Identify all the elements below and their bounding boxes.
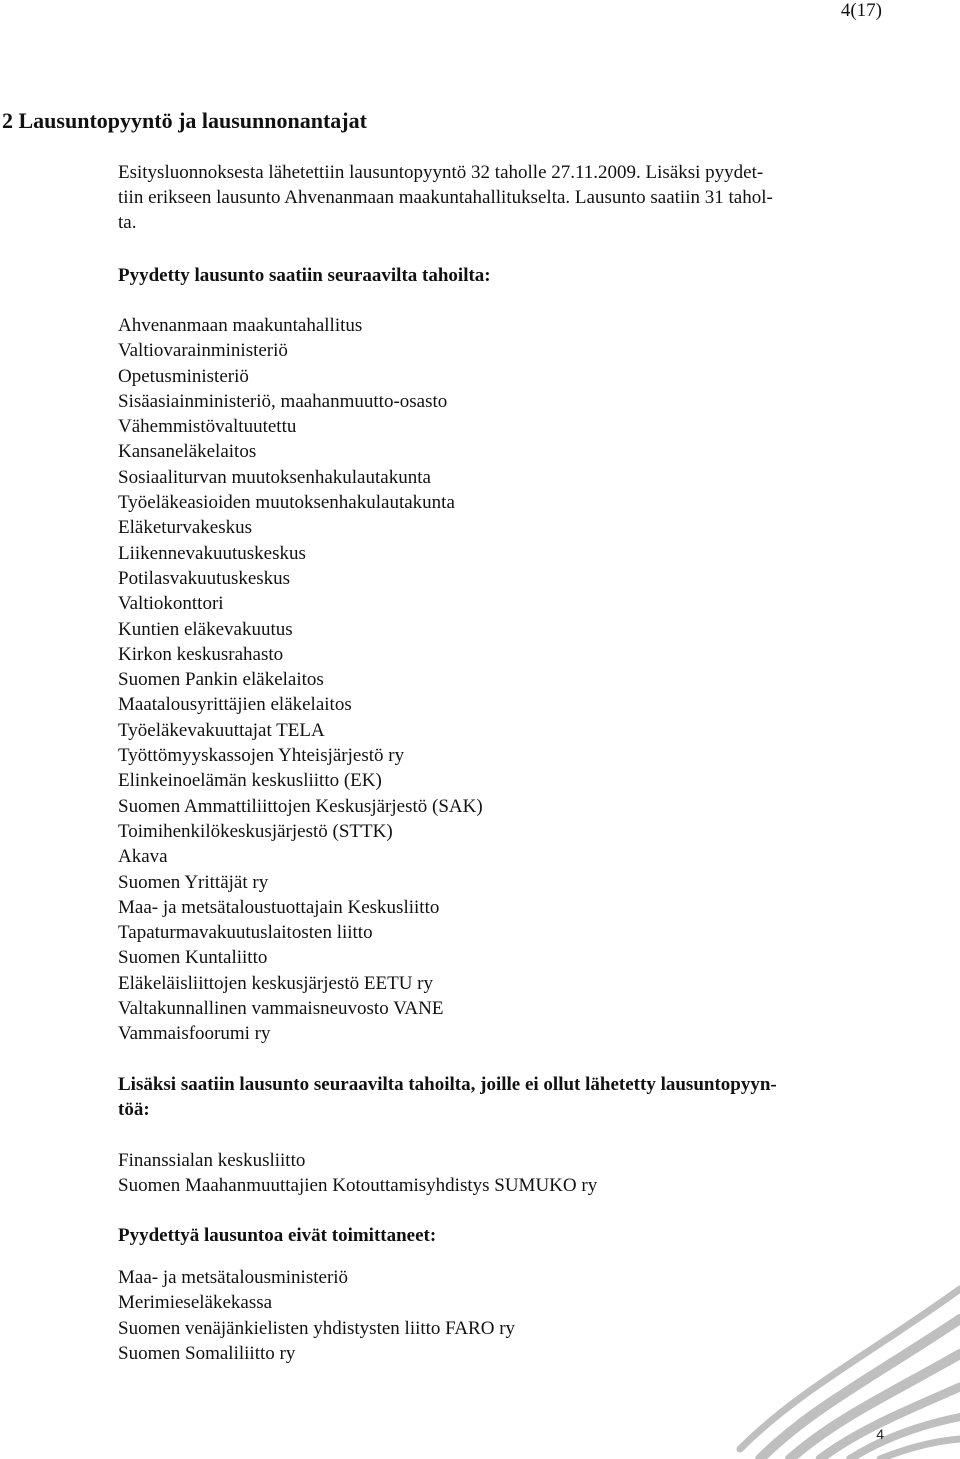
- intro-line: Esitysluonnoksesta lähetettiin lausuntopyyntö 32 taholle 27.11.2009. Lisäksi pyydet-: [118, 162, 764, 183]
- list-item: Suomen Somaliliitto ry: [118, 1342, 296, 1364]
- list-item: Suomen Yrittäjät ry: [118, 871, 269, 893]
- list-item: Suomen Kuntaliitto: [118, 947, 268, 969]
- not-submitted-list: [118, 1265, 515, 1366]
- list-item: Suomen venäjänkielisten yhdistysten liitto FARO ry: [118, 1317, 516, 1339]
- list-item: Kirkon keskusrahasto: [118, 643, 284, 665]
- footer-page-number: 4: [876, 1426, 884, 1442]
- list-item: Valtiovarainministeriö: [118, 340, 288, 362]
- list-item: Finanssialan keskusliitto: [118, 1150, 306, 1171]
- list-item: Opetusministeriö: [118, 365, 249, 387]
- list-item: Akava: [118, 846, 168, 868]
- list-item: Elinkeinoelämän keskusliitto (EK): [118, 770, 382, 792]
- requested-heading: Pyydetty lausunto saatiin seuraavilta tahoilta:: [118, 265, 491, 286]
- intro-line: tiin erikseen lausunto Ahvenanmaan maakuntahallitukselta. Lausunto saatiin 31 tahol-: [118, 187, 773, 208]
- list-item: Valtakunnallinen vammaisneuvosto VANE: [118, 998, 444, 1020]
- list-item: Suomen Pankin eläkelaitos: [118, 669, 324, 691]
- list-item: Ahvenanmaan maakuntahallitus: [118, 315, 363, 336]
- list-item: Tapaturmavakuutuslaitosten liitto: [118, 922, 373, 944]
- page-number: 4(17): [840, 0, 882, 21]
- list-item: Työttömyyskassojen Yhteisjärjestö ry: [118, 745, 405, 767]
- list-item: Eläkeläisliittojen keskusjärjestö EETU ry: [118, 972, 434, 994]
- list-item: Vähemmistövaltuutettu: [118, 416, 297, 438]
- list-item: Eläketurvakeskus: [118, 517, 253, 539]
- list-item: Liikennevakuutuskeskus: [118, 542, 306, 564]
- list-item: Kuntien eläkevakuutus: [118, 618, 293, 640]
- list-item: Valtiokonttori: [118, 593, 224, 615]
- additional-list: [118, 1148, 597, 1199]
- list-item: Potilasvakuutuskeskus: [118, 567, 291, 589]
- list-item: Kansaneläkelaitos: [118, 441, 257, 463]
- not-submitted-heading: Pyydettyä lausuntoa eivät toimittaneet:: [118, 1225, 437, 1246]
- wave-lines-icon: [720, 1259, 960, 1459]
- list-item: Suomen Maahanmuuttajien Kotouttamisyhdistys SUMUKO ry: [118, 1175, 598, 1197]
- list-item: Sosiaaliturvan muutoksenhakulautakunta: [118, 466, 431, 488]
- list-item: Työeläkeasioiden muutoksenhakulautakunta: [118, 492, 455, 514]
- additional-heading-line: töä:: [118, 1099, 150, 1120]
- additional-heading: [118, 1072, 777, 1122]
- requested-list: [118, 313, 483, 1047]
- list-item: Vammaisfoorumi ry: [118, 1023, 271, 1045]
- list-item: Maa- ja metsätalousministeriö: [118, 1267, 349, 1288]
- intro-line: ta.: [118, 212, 137, 233]
- list-item: Suomen Ammattiliittojen Keskusjärjestö (SAK): [118, 795, 483, 817]
- list-item: Maatalousyrittäjien eläkelaitos: [118, 694, 352, 716]
- list-item: Sisäasiainministeriö, maahanmuutto-osasto: [118, 390, 448, 412]
- section-heading: 2 Lausuntopyyntö ja lausunnonantajat: [2, 108, 367, 133]
- intro-paragraph: [118, 160, 888, 235]
- list-item: Merimieseläkekassa: [118, 1292, 273, 1314]
- list-item: Työeläkevakuuttajat TELA: [118, 719, 325, 741]
- list-item: Toimihenkilökeskusjärjestö (STTK): [118, 820, 393, 842]
- additional-heading-line: Lisäksi saatiin lausunto seuraavilta tahoilta, joille ei ollut lähetetty lausuntopyyn-: [118, 1074, 777, 1095]
- list-item: Maa- ja metsätaloustuottajain Keskusliitto: [118, 896, 440, 918]
